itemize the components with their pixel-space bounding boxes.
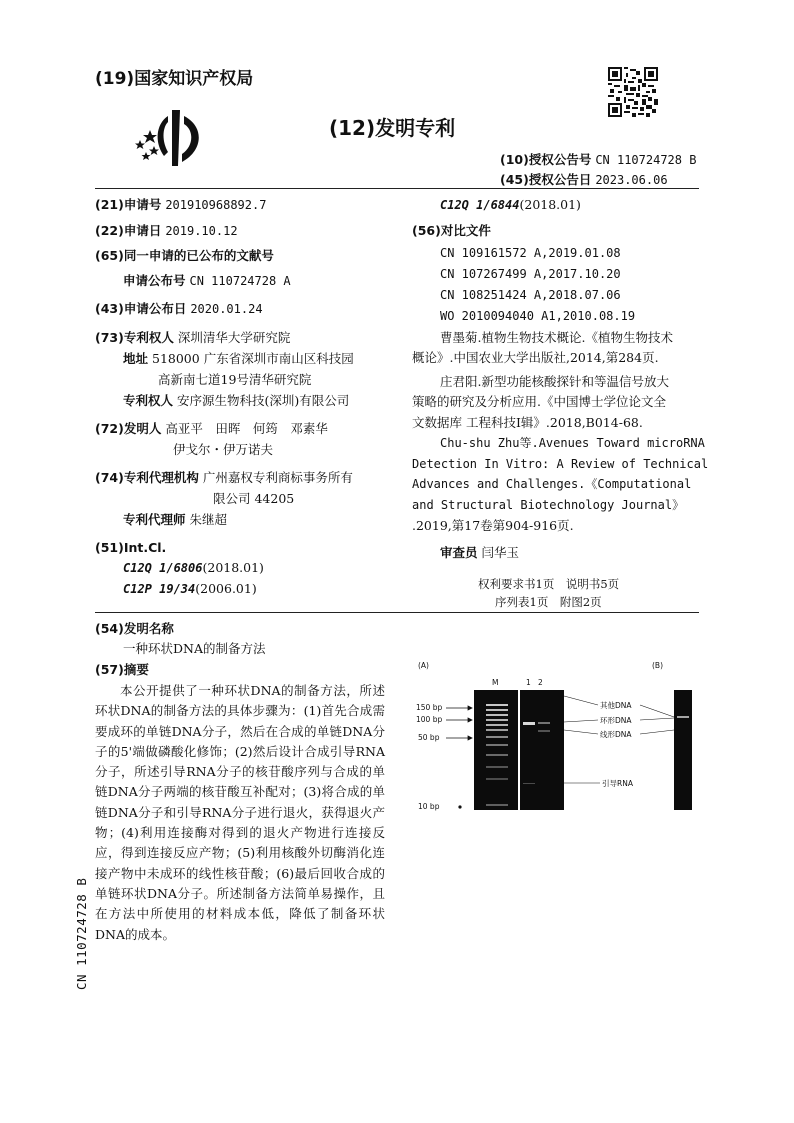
reference-7-line-1: Chu-shu Zhu等.Avenues Toward microRNA bbox=[440, 436, 705, 450]
inventors-line-1: 高亚平 田晖 何筠 邓素华 bbox=[165, 421, 328, 436]
cnipa-logo-icon bbox=[128, 108, 208, 168]
reference-5-line-1: 曹墨菊.植物生物技术概论.《植物生物技术 bbox=[440, 330, 673, 345]
application-number-label: (21)申请号 bbox=[95, 197, 162, 212]
publication-date: 2020.01.24 bbox=[190, 302, 263, 316]
intcl-row-2 bbox=[123, 580, 257, 598]
publication-number-row bbox=[123, 272, 291, 290]
bp-150-label: 150 bp bbox=[416, 703, 443, 712]
agent-label: 专利代理师 bbox=[123, 512, 186, 527]
application-number: 201910968892.7 bbox=[165, 198, 267, 212]
page-count-2: 序列表1页 附图2页 bbox=[495, 595, 602, 609]
intcl-code-3: C12Q 1/6844 bbox=[440, 198, 520, 212]
examiner: 闫华玉 bbox=[481, 545, 520, 560]
title-label: (54)发明名称 bbox=[95, 621, 174, 636]
reference-6-line-2: 策略的研究及分析应用.《中国博士学位论文全 bbox=[412, 394, 666, 409]
side-document-number: CN 110724728 B bbox=[74, 877, 89, 990]
intcl-code-1: C12Q 1/6806 bbox=[123, 561, 203, 575]
patentee-row bbox=[95, 329, 290, 346]
page-count-1: 权利要求书1页 说明书5页 bbox=[478, 577, 620, 591]
grant-date-row bbox=[500, 171, 668, 189]
publication-date-row bbox=[95, 300, 263, 318]
body-divider bbox=[95, 612, 699, 613]
lane-2-label: 2 bbox=[538, 678, 543, 687]
reference-5-line-2: 概论》.中国农业大学出版社,2014,第284页. bbox=[412, 350, 659, 365]
annotation-linear-dna: 线形DNA bbox=[600, 730, 632, 739]
bp-50-label: 50 bp bbox=[418, 733, 440, 742]
examiner-label: 审查员 bbox=[440, 545, 478, 560]
patentee: 深圳清华大学研究院 bbox=[177, 330, 291, 345]
intcl-version-1: (2018.01) bbox=[202, 560, 264, 575]
agency-label: (74)专利代理机构 bbox=[95, 470, 199, 485]
agent-row bbox=[123, 511, 227, 528]
annotation-circular-dna: 环形DNA bbox=[600, 716, 632, 725]
bp-10-label: 10 bp bbox=[418, 802, 440, 811]
grant-number-row bbox=[500, 151, 696, 169]
publication-number-label: 申请公布号 bbox=[123, 273, 186, 288]
patentee-label: (73)专利权人 bbox=[95, 330, 174, 345]
intcl-label: (51)Int.Cl. bbox=[95, 540, 167, 555]
filing-date-label: (22)申请日 bbox=[95, 223, 162, 238]
annotation-guide-rna: 引导RNA bbox=[602, 779, 633, 788]
header-divider bbox=[95, 188, 699, 189]
intcl-row-3 bbox=[440, 196, 581, 214]
bp-100-label: 100 bp bbox=[416, 715, 443, 724]
filing-date-row bbox=[95, 222, 238, 240]
gel-lane-marker bbox=[474, 690, 518, 810]
examiner-row bbox=[440, 544, 519, 561]
invention-title: 一种环状DNA的制备方法 bbox=[123, 641, 266, 656]
intcl-row-1 bbox=[123, 559, 264, 577]
abstract-label: (57)摘要 bbox=[95, 662, 149, 677]
office-name: (19)国家知识产权局 bbox=[95, 69, 254, 89]
grant-number-label: (10)授权公告号 bbox=[500, 152, 592, 167]
grant-number: CN 110724728 B bbox=[595, 153, 697, 167]
inventors-line-2: 伊戈尔・伊万诺夫 bbox=[173, 442, 274, 457]
gel-panel-b bbox=[674, 690, 692, 810]
address-row bbox=[123, 350, 354, 367]
reference-3: CN 108251424 A,2018.07.06 bbox=[440, 288, 621, 302]
grant-date-label: (45)授权公告日 bbox=[500, 172, 592, 187]
reference-6-line-1: 庄君阳.新型功能核酸探针和等温信号放大 bbox=[440, 374, 669, 389]
patentee2-label: 专利权人 bbox=[123, 393, 174, 408]
patentee2: 安序源生物科技(深圳)有限公司 bbox=[177, 393, 350, 408]
agency-row bbox=[95, 469, 353, 486]
reference-1: CN 109161572 A,2019.01.08 bbox=[440, 246, 621, 260]
agent: 朱继超 bbox=[189, 512, 228, 527]
reference-7-line-2: Detection In Vitro: A Review of Technical bbox=[412, 457, 709, 471]
grant-date: 2023.06.06 bbox=[595, 173, 668, 187]
annotation-other-dna: 其他DNA bbox=[600, 701, 632, 710]
address-line-1: 518000 广东省深圳市南山区科技园 bbox=[152, 351, 354, 366]
publication-number: CN 110724728 A bbox=[189, 274, 291, 288]
gel-figure bbox=[412, 656, 702, 816]
publication-date-label: (43)申请公布日 bbox=[95, 301, 187, 316]
reference-6-line-3: 文数据库 工程科技I辑》.2018,B014-68. bbox=[412, 415, 643, 430]
lane-1-label: 1 bbox=[526, 678, 531, 687]
intcl-version-3: (2018.01) bbox=[519, 197, 581, 212]
address-label: 地址 bbox=[123, 351, 149, 366]
agency-line-1: 广州嘉权专利商标事务所有 bbox=[202, 470, 353, 485]
abstract-text: 本公开提供了一种环状DNA的制备方法，所述环状DNA的制备方法的具体步骤为：(1)首先合成需要成环的单链DNA分子，然后在合成的单链DNA分子的5'端做磷酸化修饰；(2)然后设计合成引导RNA分子，所述引导RNA分子的核苷酸序列与合成的单链DNA分子两端的核苷酸互补配对；(3)将合成的单链DNA分子和引导RNA分子进行退火，获得退火产物；(4)利用连接酶对得到的退火产物进行连接反应，得到连接反应产物；(5)利用核酸外切酶消化连接产物中未成环的线性核苷酸；(6)最后回收合成的单链环状DNA分子。所述制备方法简单易操作，且在方法中所使用的材料成本低，降低了制备环状DNA的成本。 bbox=[95, 683, 385, 942]
agency-line-2: 限公司 44205 bbox=[213, 491, 295, 506]
reference-2: CN 107267499 A,2017.10.20 bbox=[440, 267, 621, 281]
document-type: (12)发明专利 bbox=[329, 116, 456, 140]
address-line-2: 高新南七道19号清华研究院 bbox=[158, 372, 312, 387]
reference-7-line-5: .2019,第17卷第904-916页. bbox=[412, 518, 574, 533]
intcl-code-2: C12P 19/34 bbox=[123, 582, 196, 596]
panel-b-label: (B) bbox=[652, 661, 663, 670]
inventors-label: (72)发明人 bbox=[95, 421, 162, 436]
patentee2-row bbox=[123, 392, 349, 409]
qr-code-icon bbox=[608, 67, 658, 117]
panel-a-label: (A) bbox=[418, 661, 429, 670]
intcl-version-2: (2006.01) bbox=[195, 581, 257, 596]
lane-m-label: M bbox=[492, 678, 499, 687]
references-label: (56)对比文件 bbox=[412, 223, 491, 238]
prior-publication-label: (65)同一申请的已公布的文献号 bbox=[95, 248, 274, 263]
reference-7-line-4: and Structural Biotechnology Journal》 bbox=[412, 498, 685, 512]
filing-date: 2019.10.12 bbox=[165, 224, 238, 238]
reference-4: WO 2010094040 A1,2010.08.19 bbox=[440, 309, 636, 323]
inventors-row bbox=[95, 420, 328, 437]
gel-lanes-samples bbox=[520, 690, 564, 810]
reference-7-line-3: Advances and Challenges.《Computational bbox=[412, 477, 692, 491]
application-number-row bbox=[95, 196, 266, 214]
